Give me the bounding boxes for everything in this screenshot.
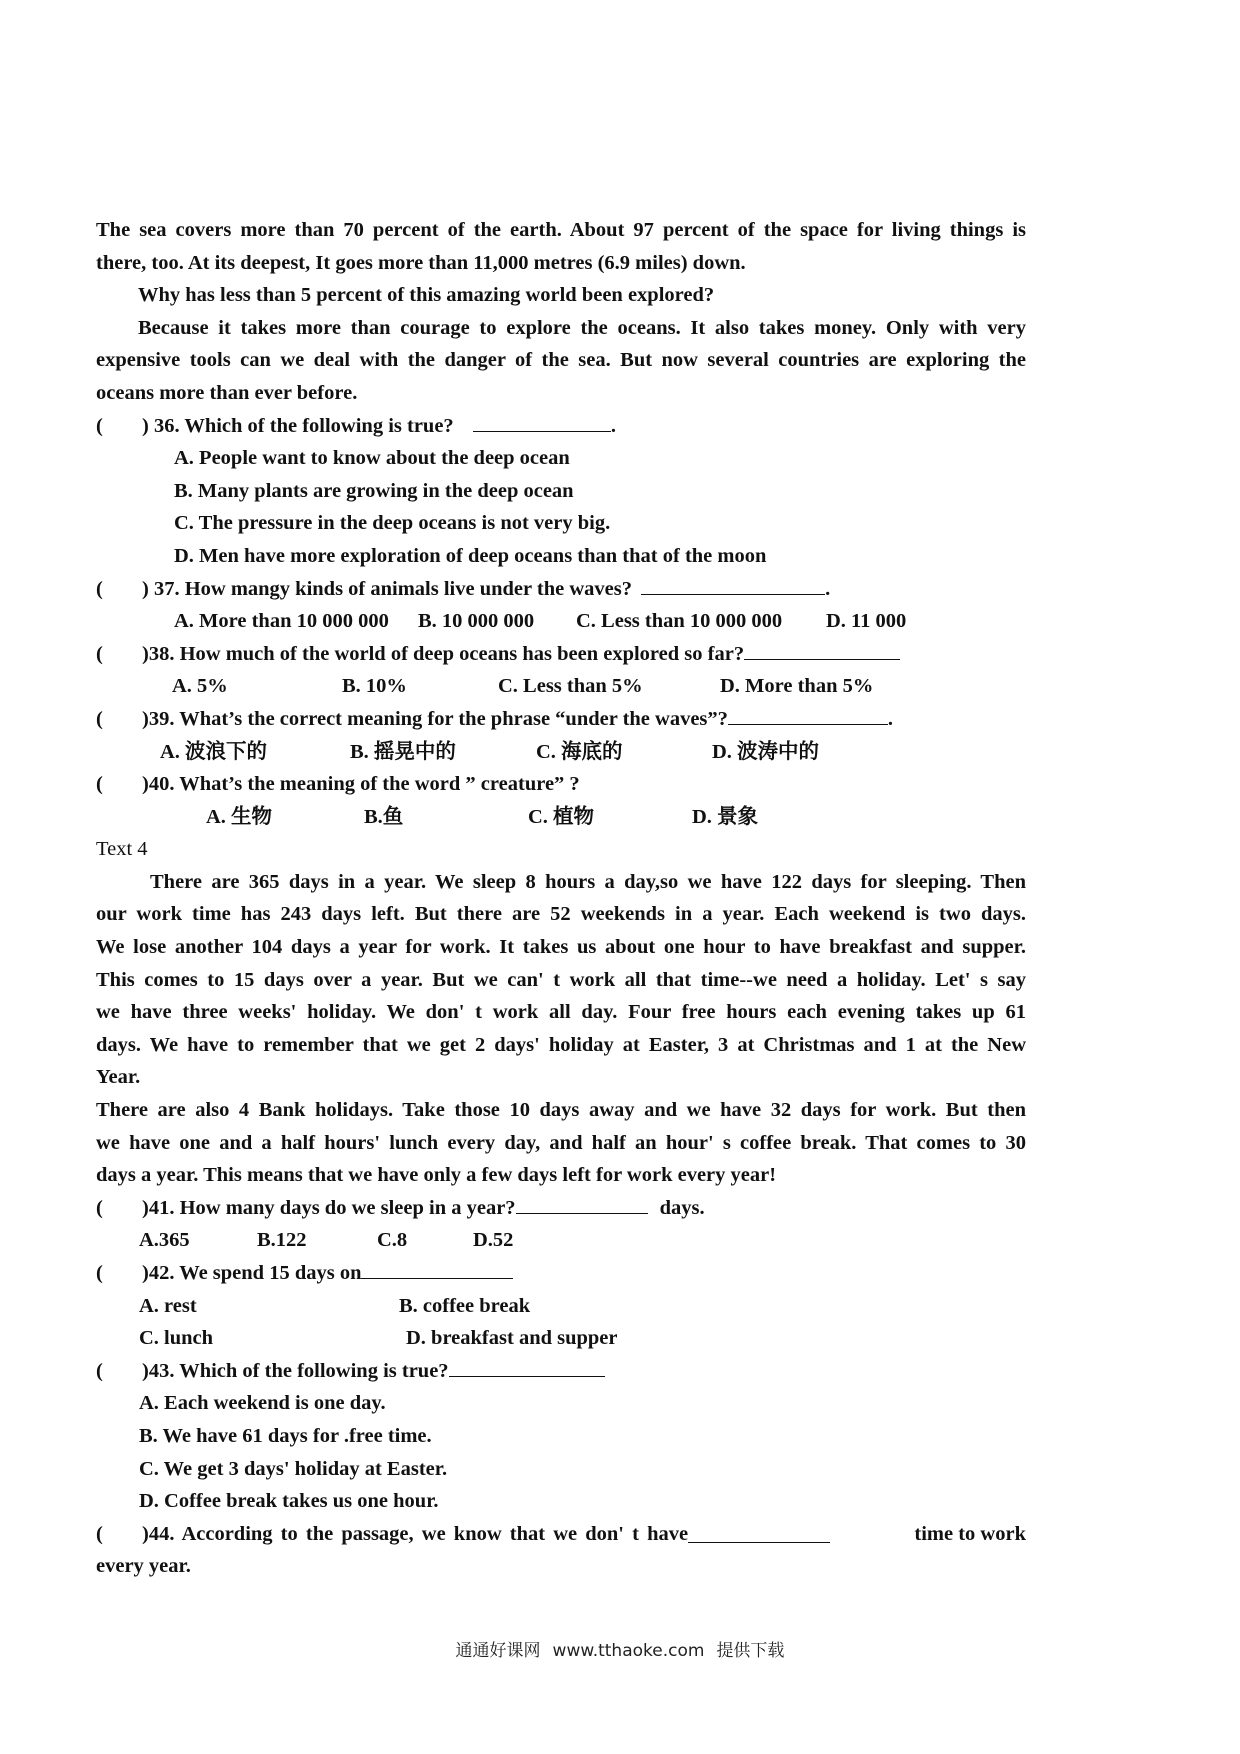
- footer-site-name: 通通好课网: [455, 1641, 541, 1661]
- option-d: D. More than 5%: [720, 675, 874, 698]
- option-c: C. We get 3 days' holiday at Easter.: [139, 1457, 448, 1480]
- option-c: C. The pressure in the deep oceans is not very big.: [174, 512, 611, 535]
- footer-download: 提供下载: [716, 1641, 785, 1661]
- passage-line: oceans more than ever before.: [96, 381, 358, 404]
- options-row: [96, 1290, 1026, 1323]
- answer-blank[interactable]: [641, 574, 825, 595]
- option-a: A. 生物: [206, 805, 273, 828]
- question-43: [96, 1355, 1026, 1388]
- answer-blank[interactable]: [449, 1356, 605, 1377]
- answer-blank[interactable]: [688, 1522, 830, 1543]
- question-40: [96, 768, 1026, 801]
- option-b: B. 10 000 000: [418, 610, 535, 633]
- option-a: A. 波浪下的: [160, 740, 268, 763]
- answer-bracket[interactable]: (: [96, 414, 103, 437]
- options-row: [96, 1224, 1026, 1257]
- option-a: A. rest: [139, 1294, 197, 1317]
- answer-blank[interactable]: [516, 1193, 648, 1214]
- options-row: [96, 736, 1026, 769]
- answer-blank[interactable]: [728, 704, 888, 725]
- option-a: A. 5%: [172, 675, 228, 698]
- answer-bracket[interactable]: (: [96, 642, 103, 665]
- passage-line: we have one and a half hours' lunch every day, and half an hour' s coffee break. That comes to 30: [96, 1131, 1026, 1154]
- answer-bracket[interactable]: (: [96, 1196, 103, 1219]
- question-text: )38. How much of the world of deep oceans has been explored so far?: [142, 642, 745, 665]
- passage-line: days a year. This means that we have only a few days left for work every year!: [96, 1164, 777, 1187]
- passage-line: there, too. At its deepest, It goes more than 11,000 metres (6.9 miles) down.: [96, 251, 746, 274]
- passage-line: days. We have to remember that we get 2 days' holiday at Easter, 3 at Christmas and 1 at the New: [96, 1033, 1026, 1056]
- options-row: [96, 605, 1026, 638]
- options-row: [96, 1322, 1026, 1355]
- question-end: .: [887, 707, 894, 730]
- question-text: )42. We spend 15 days on: [142, 1262, 362, 1284]
- section-heading: Text 4: [96, 838, 148, 861]
- answer-bracket[interactable]: (: [96, 773, 103, 796]
- option-b: B.122: [257, 1229, 307, 1252]
- passage-line: Because it takes more than courage to explore the oceans. It also takes money. Only with very: [138, 316, 1026, 339]
- passage-line: There are also 4 Bank holidays. Take those 10 days away and we have 32 days for work. But then: [96, 1099, 1026, 1122]
- passage-line: Why has less than 5 percent of this amazing world been explored?: [138, 284, 715, 307]
- option-c: C. lunch: [139, 1327, 214, 1350]
- answer-blank[interactable]: [473, 411, 611, 432]
- footer-url[interactable]: www.tthaoke.com: [552, 1641, 705, 1661]
- option-b: B. 10%: [342, 675, 407, 698]
- option-d: D. breakfast and supper: [406, 1327, 618, 1350]
- passage-line: This comes to 15 days over a year. But we can' t work all that time--we need a holiday. Let' s say: [96, 968, 1026, 991]
- option-c: C. Less than 10 000 000: [576, 610, 783, 633]
- passage-line: The sea covers more than 70 percent of the earth. About 97 percent of the space for living things is: [96, 219, 1026, 241]
- question-text: ) 36. Which of the following is true?: [142, 414, 454, 437]
- option-d: D.52: [473, 1229, 514, 1252]
- question-41: [96, 1192, 1026, 1225]
- question-38: [96, 638, 1026, 671]
- option-b: B. We have 61 days for .free time.: [139, 1424, 432, 1447]
- option-a: A.365: [139, 1229, 190, 1252]
- question-text: ) 37. How mangy kinds of animals live under the waves?: [142, 577, 632, 600]
- question-39: [96, 703, 1026, 736]
- option-c: C. 植物: [528, 805, 595, 828]
- option-a: A. Each weekend is one day.: [139, 1392, 386, 1415]
- answer-bracket[interactable]: (: [96, 1522, 103, 1545]
- passage-line: Year.: [96, 1066, 141, 1089]
- answer-bracket[interactable]: (: [96, 1262, 103, 1284]
- options-row: [96, 670, 1026, 703]
- option-d: D. Men have more exploration of deep oceans than that of the moon: [174, 544, 767, 567]
- question-after: time to work: [914, 1522, 1026, 1545]
- question-text: )41. How many days do we sleep in a year?: [142, 1196, 516, 1219]
- page-footer: [0, 1636, 1240, 1661]
- option-a: A. More than 10 000 000: [174, 610, 389, 633]
- options-row: [96, 801, 1026, 834]
- option-b: B.鱼: [364, 805, 404, 828]
- question-end: .: [610, 414, 616, 437]
- passage-line: expensive tools can we deal with the danger of the sea. But now several countries are exploring the: [96, 349, 1026, 372]
- option-c: C.8: [377, 1229, 408, 1252]
- question-text: )39. What’s the correct meaning for the phrase “under the waves”?: [142, 707, 728, 730]
- option-d: D. 景象: [692, 805, 759, 828]
- question-text: )40. What’s the meaning of the word ” creature” ?: [142, 773, 580, 796]
- passage-line: our work time has 243 days left. But there are 52 weekends in a year. Each weekend is two days.: [96, 903, 1026, 926]
- option-d: D. 11 000: [826, 610, 907, 633]
- answer-bracket[interactable]: (: [96, 707, 103, 730]
- option-d: D. Coffee break takes us one hour.: [139, 1490, 439, 1513]
- option-d: D. 波涛中的: [712, 740, 820, 763]
- question-after: days.: [659, 1196, 705, 1219]
- question-42: [96, 1257, 1026, 1290]
- passage-line: We lose another 104 days a year for work. It takes us about one hour to have breakfast and supper.: [96, 936, 1026, 959]
- exam-page: [96, 214, 1026, 1583]
- question-text: )43. Which of the following is true?: [142, 1359, 449, 1382]
- answer-blank[interactable]: [361, 1258, 513, 1279]
- option-c: C. Less than 5%: [498, 675, 643, 698]
- passage-line: we have three weeks' holiday. We don' t work all day. Four free hours each evening takes up 61: [96, 1001, 1026, 1024]
- passage-line: There are 365 days in a year. We sleep 8 hours a day,so we have 122 days for sleeping. Then: [150, 870, 1026, 893]
- option-b: B. Many plants are growing in the deep ocean: [174, 479, 574, 502]
- option-b: B. 摇晃中的: [350, 740, 456, 763]
- answer-bracket[interactable]: (: [96, 577, 103, 600]
- question-36: [96, 410, 1026, 443]
- answer-blank[interactable]: [744, 639, 900, 660]
- question-44-continued: every year.: [96, 1555, 191, 1578]
- question-text: )44. According to the passage, we know that we don' t have: [142, 1522, 689, 1545]
- option-b: B. coffee break: [399, 1294, 531, 1317]
- question-37: [96, 573, 1026, 606]
- option-c: C. 海底的: [536, 740, 623, 763]
- question-44: [96, 1518, 1026, 1551]
- answer-bracket[interactable]: (: [96, 1359, 103, 1382]
- question-end: .: [825, 577, 831, 600]
- option-a: A. People want to know about the deep ocean: [174, 447, 570, 470]
